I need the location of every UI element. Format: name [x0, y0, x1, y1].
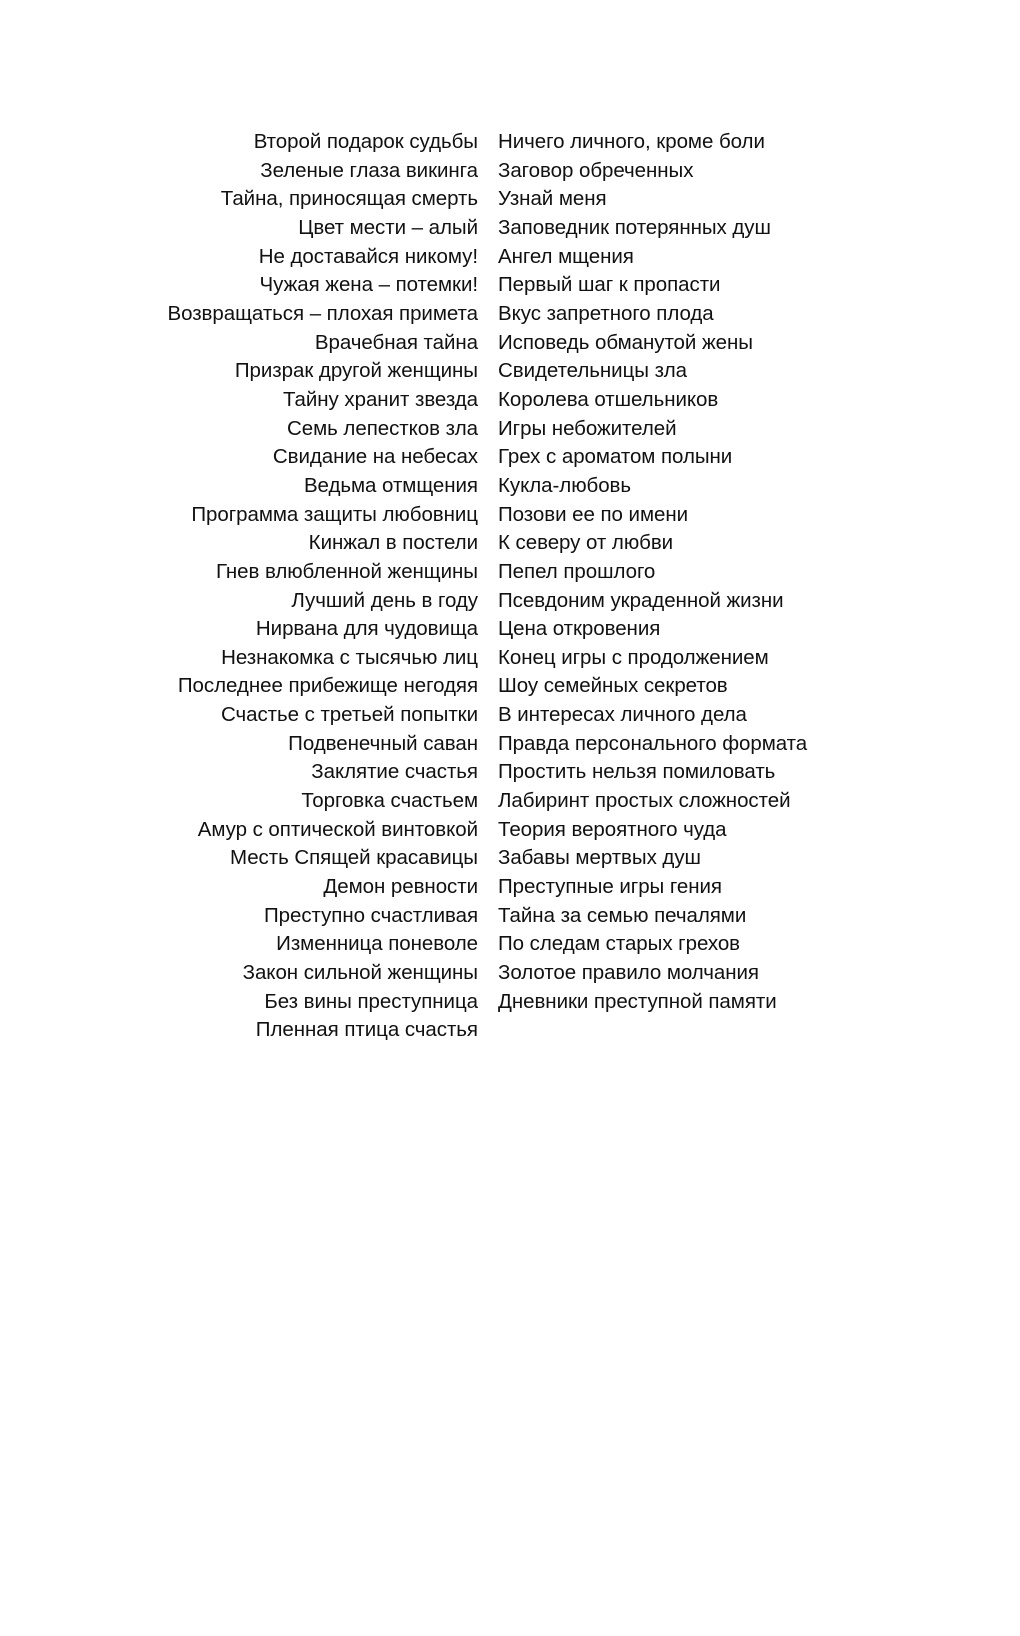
title-list-item: Королева отшельников	[498, 387, 719, 411]
title-list-item: В интересах личного дела	[498, 703, 747, 727]
title-list-item: Торговка счастьем	[301, 789, 478, 813]
title-list-item: Узнай меня	[498, 187, 607, 211]
title-list-item: Простить нельзя помиловать	[498, 760, 776, 784]
title-list-item: Ведьма отмщения	[303, 473, 478, 497]
title-list-item: Свидетельницы зла	[498, 359, 687, 383]
title-list-item: Семь лепестков зла	[287, 416, 478, 440]
title-list-item: Заклятие счастья	[311, 760, 478, 784]
title-list-item: Первый шаг к пропасти	[498, 273, 721, 297]
title-list-item: Месть Спящей красавицы	[229, 846, 478, 870]
title-list-item: Грех с ароматом полыни	[498, 445, 733, 469]
title-list-item: Ангел мщения	[498, 244, 634, 268]
title-list-item: Позови ее по имени	[498, 502, 689, 526]
title-list-left-column	[140, 128, 478, 1045]
title-list-item: Нирвана для чудовища	[255, 617, 478, 641]
title-list-item: Не доставайся никому!	[258, 244, 478, 268]
title-list-item: Заговор обреченных	[498, 158, 694, 182]
title-list-item: Свидание на небесах	[272, 445, 478, 469]
title-list-item: Пепел прошлого	[498, 559, 656, 583]
title-list-item: Псевдоним украденной жизни	[498, 588, 784, 612]
title-list-item: Тайну хранит звезда	[282, 387, 478, 411]
title-list-item: Подвенечный саван	[288, 731, 478, 755]
title-list-item: Демон ревности	[323, 875, 478, 899]
title-list-item: Конец игры с продолжением	[498, 645, 769, 669]
title-list-item: К северу от любви	[498, 531, 674, 555]
title-list-item: Изменница поневоле	[276, 932, 478, 956]
title-list-item: Исповедь обманутой жены	[498, 330, 753, 354]
title-list-item: Цена откровения	[498, 617, 661, 641]
title-list-item: Дневники преступной памяти	[498, 989, 777, 1013]
title-list-item: Врачебная тайна	[314, 330, 478, 354]
title-list-item: По следам старых грехов	[498, 932, 741, 956]
title-list-item: Вкус запретного плода	[498, 301, 714, 325]
title-list-item: Счастье с третьей попытки	[220, 703, 478, 727]
title-list-item: Закон сильной женщины	[242, 961, 478, 985]
title-list-item: Преступно счастливая	[263, 903, 478, 927]
title-list-item: Тайна, приносящая смерть	[220, 187, 478, 211]
title-list-item: Игры небожителей	[498, 416, 677, 440]
title-list-item: Лабиринт простых сложностей	[498, 789, 791, 813]
title-list-item: Цвет мести – алый	[298, 215, 478, 239]
title-list-item: Забавы мертвых душ	[498, 846, 701, 870]
title-list-item: Правда персонального формата	[498, 731, 808, 755]
title-list-item: Без вины преступница	[264, 989, 478, 1013]
title-list-item: Зеленые глаза викинга	[260, 158, 478, 182]
title-list-item: Призрак другой женщины	[234, 359, 478, 383]
title-list-item: Шоу семейных секретов	[498, 674, 728, 698]
title-list-item: Пленная птица счастья	[255, 1018, 478, 1042]
title-list-item: Программа защиты любовниц	[191, 502, 478, 526]
title-list-item: Преступные игры гения	[498, 875, 722, 899]
title-list-item: Заповедник потерянных душ	[498, 215, 771, 239]
title-list-columns	[0, 128, 1020, 1045]
title-list-item: Ничего личного, кроме боли	[498, 130, 765, 153]
title-list-item: Чужая жена – потемки!	[259, 273, 478, 297]
title-list-item: Второй подарок судьбы	[253, 130, 478, 153]
title-list-item: Незнакомка с тысячью лиц	[221, 645, 478, 669]
title-list-item: Кинжал в постели	[308, 531, 478, 555]
title-list-item: Кукла-любовь	[498, 473, 632, 497]
title-list-item: Возвращаться – плохая примета	[167, 301, 478, 325]
title-list-item: Лучший день в году	[291, 588, 478, 612]
title-list-item: Тайна за семью печалями	[498, 903, 747, 927]
title-list-item: Последнее прибежище негодяя	[177, 674, 478, 698]
title-list-item: Золотое правило молчания	[498, 961, 759, 985]
title-list-item: Амур с оптической винтовкой	[197, 817, 478, 841]
title-list-item: Гнев влюбленной женщины	[215, 559, 478, 583]
title-list-item: Теория вероятного чуда	[498, 817, 727, 841]
title-list-right-column	[498, 128, 898, 1016]
